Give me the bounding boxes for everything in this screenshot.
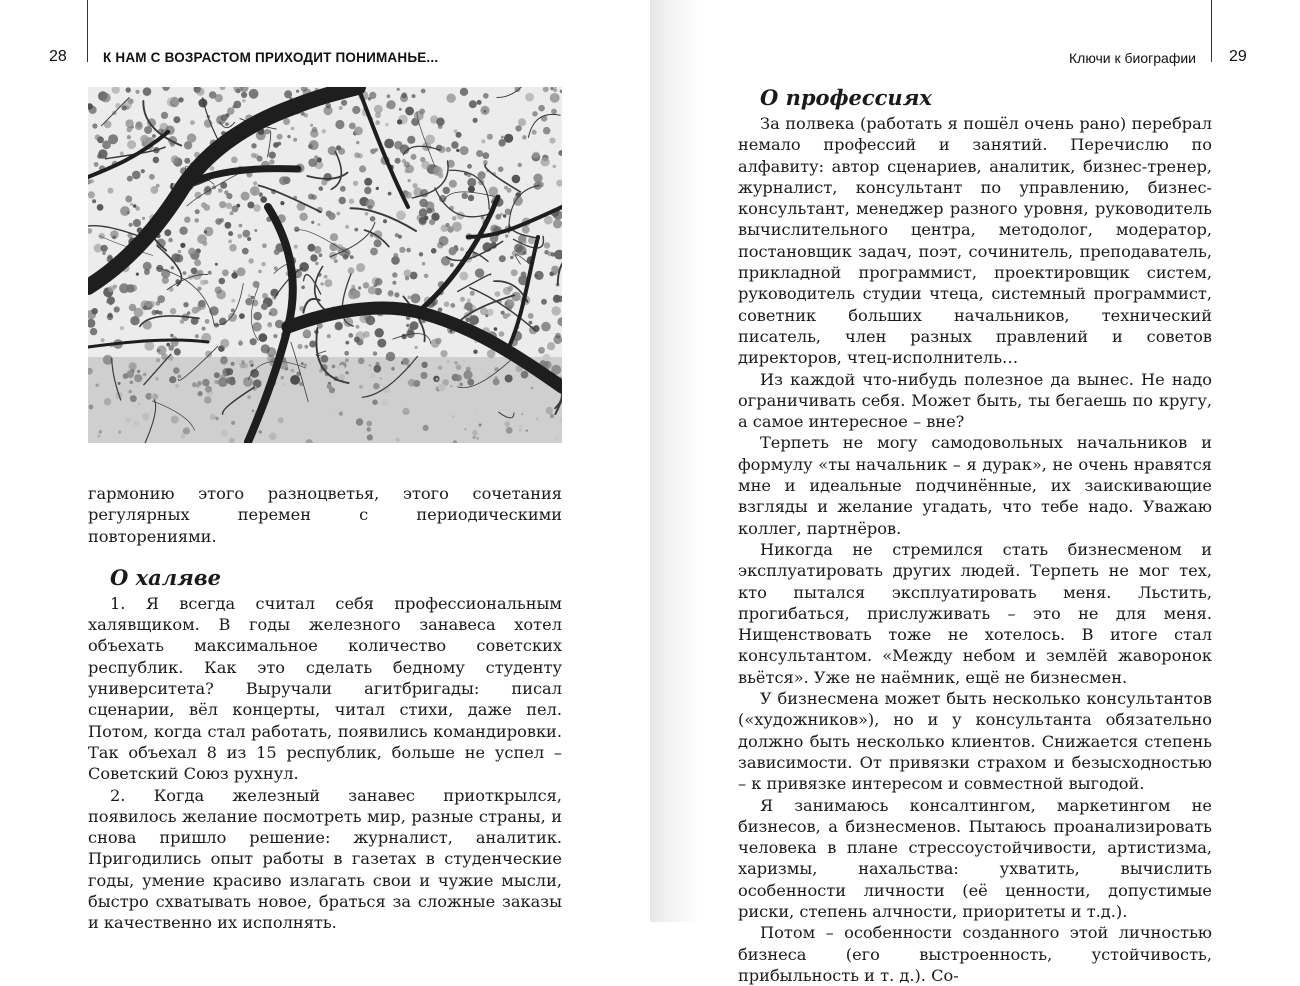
left-text-column xyxy=(88,483,562,934)
section-heading-professions: О профессиях xyxy=(760,85,932,110)
tree-branches-photo xyxy=(88,87,562,443)
paragraph: За полвека (работать я пошёл очень рано) перебрал немало профессий и занятий. Перечислю по алфавиту: автор сценариев, аналитик, бизнес-тренер, журналист, консультант по управлению, бизнес-консультант, менеджер разного уровня, руководитель вычислительного центра, методолог, модератор, постановщик задач, поэт, сочинитель, преподаватель, прикладной программист, проектировщик систем, руководитель студии чтеца, системный программист, советник больших начальников, технический писатель, член разных правлений и советов директоров, чтец-исполнитель… xyxy=(738,114,1212,368)
left-page xyxy=(0,0,650,933)
paragraph: Потом – особенности созданного этой личностью бизнеса (его выстроенность, устойчивость, прибыльность и т. д.). Со- xyxy=(738,923,1212,985)
running-title-left: К НАМ С ВОЗРАСТОМ ПРИХОДИТ ПОНИМАНЬЕ... xyxy=(103,50,439,65)
right-page xyxy=(650,0,1300,985)
page-number-left: 28 xyxy=(49,48,67,65)
section-heading-khalyava: О халяве xyxy=(110,564,221,590)
paragraph: Никогда не стремился стать бизнесменом и эксплуатировать других людей. Терпеть не мог тех, кто пытался эксплуатировать меня. Льстить, прогибаться, прислуживать – это не для меня. Нищенствовать тоже не хотелось. В итоге стал консультантом. «Между небом и землёй жаворонок вьётся». Уже не наёмник, ещё не бизнесмен. xyxy=(738,539,1212,687)
paragraph: Я занимаюсь консалтингом, маркетингом не бизнесов, а бизнесменов. Пытаюсь проанализировать человека в плане стрессоустойчивости, артистизма, харизмы, нахальства: ухватить, вычислить особенности личности (её ценности, допустимые риски, степень алчности, приоритеты и т.д.). xyxy=(738,795,1212,921)
right-text-column xyxy=(738,84,1212,986)
paragraph: Терпеть не могу самодовольных начальников и формулу «ты начальник – я дурак», не очень нравятся мне и идеальные подчинённые, их заискивающие взгляды и желание угадать, что тебе надо. Уважаю коллег, партнёров. xyxy=(738,433,1212,538)
paragraph: Из каждой что-нибудь полезное да вынес. Не надо ограничивать себя. Может быть, ты бегаешь по кругу, а самое интересное – вне? xyxy=(738,369,1212,432)
paragraph: 2. Когда железный занавес приоткрылся, появилось желание посмотреть мир, разные страны, и снова пришло решение: журналист, аналитик. Пригодились опыт работы в газетах в студенческие годы, умение красиво излагать свои и чужие мысли, быстро схватывать новое, браться за сложные заказы и качественно их исполнять. xyxy=(88,785,562,933)
page-number-right: 29 xyxy=(1229,48,1247,65)
paragraph: 1. Я всегда считал себя профессиональным халявщиком. В годы железного занавеса хотел объехать максимальное количество советских республик. Как это сделать бедному студенту университета? Выручали агитбригады: писал сценарии, вёл концерты, читал стихи, даже пел. Потом, когда стал работать, появились командировки. Так объехал 8 из 15 республик, больше не успел – Советский Союз рухнул. xyxy=(88,593,562,784)
header-divider xyxy=(87,0,88,62)
header-divider xyxy=(1211,0,1212,62)
continuation-paragraph: гармонию этого разноцветья, этого сочетания регулярных перемен с периодическими повторениями. xyxy=(88,484,562,546)
paragraph: У бизнесмена может быть несколько консультантов («художников»), но и у консультанта обязательно должно быть несколько клиентов. Снижается степень зависимости. От привязки страхом и безысходностью – к привязке интересом и совместной выгодой. xyxy=(738,689,1212,794)
running-title-right: Ключи к биографии xyxy=(1069,50,1196,66)
